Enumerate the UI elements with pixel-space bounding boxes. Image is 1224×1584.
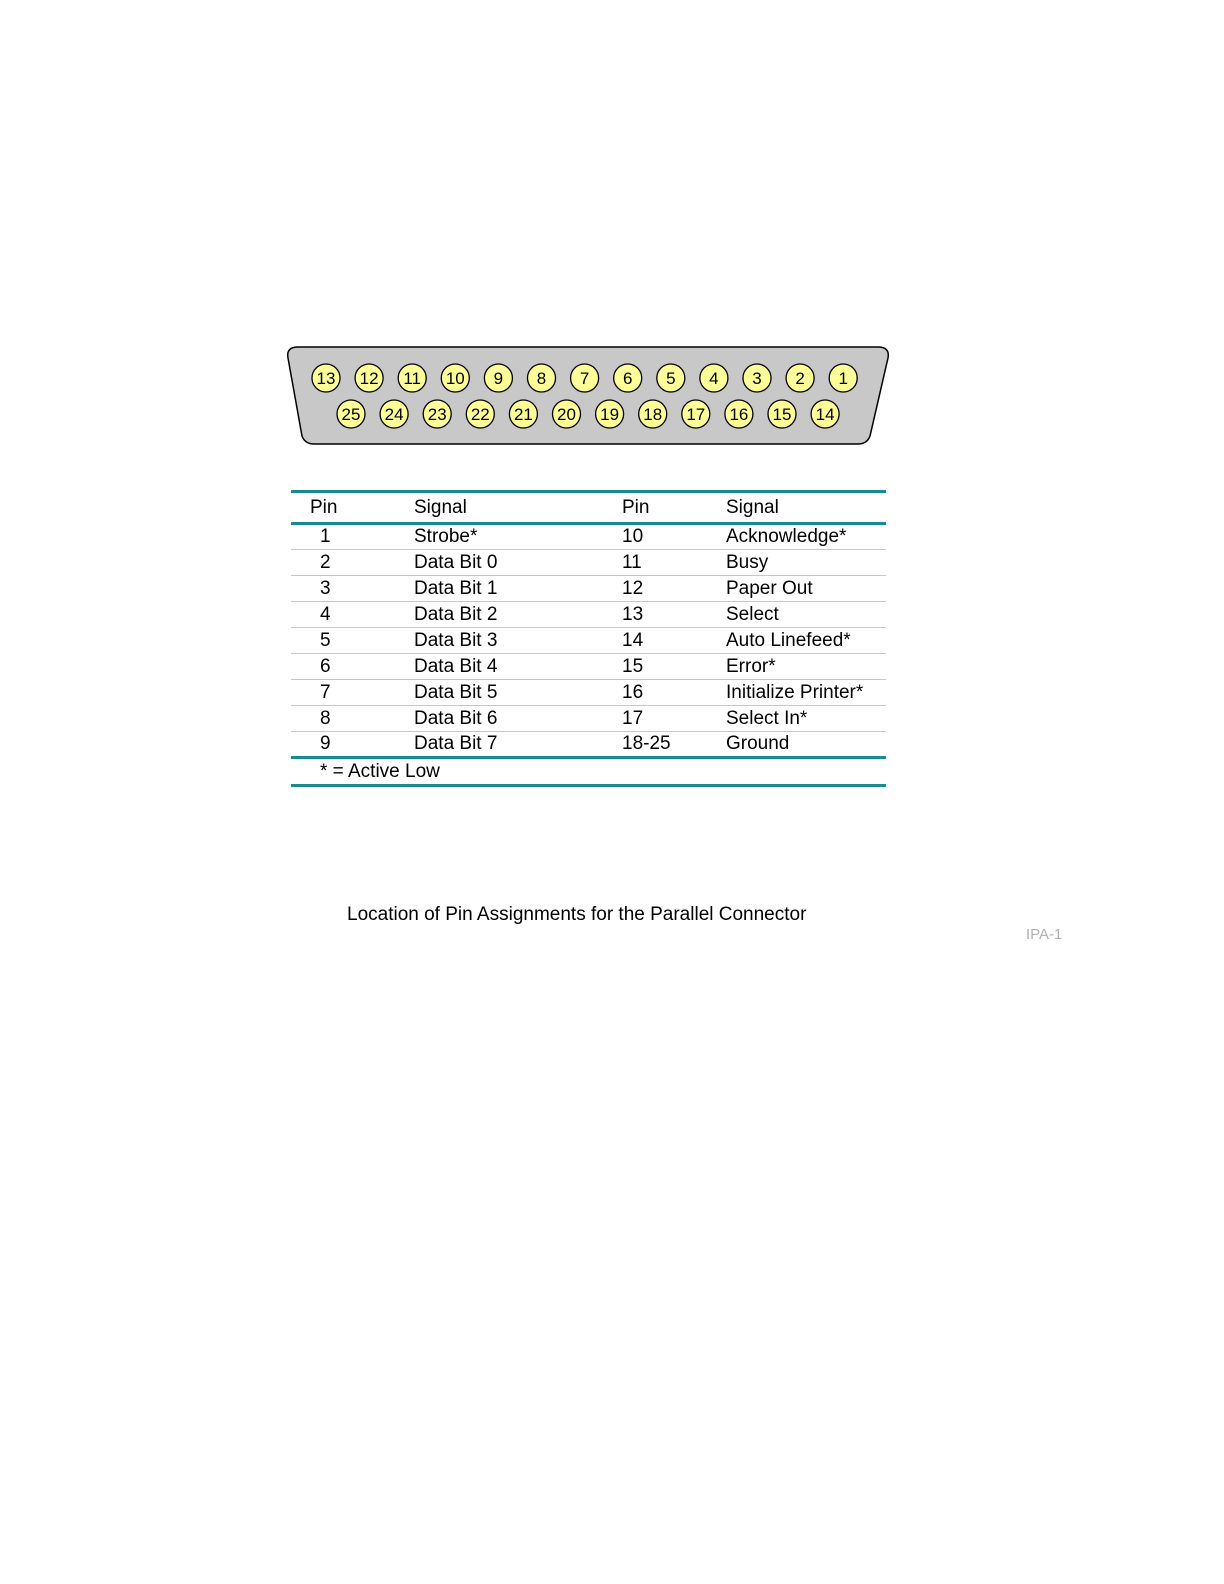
pin-label: 12 bbox=[359, 369, 379, 388]
pin-21 bbox=[509, 400, 537, 428]
pin-5 bbox=[657, 364, 685, 392]
header-pin-1: Pin bbox=[310, 496, 338, 518]
table-row bbox=[291, 524, 886, 550]
signal-cell: Busy bbox=[726, 551, 769, 573]
table-row bbox=[291, 550, 886, 576]
pin-cell: 5 bbox=[320, 629, 331, 651]
table-row bbox=[291, 602, 886, 628]
pin-cell: 18-25 bbox=[622, 733, 671, 754]
signal-cell: Data Bit 3 bbox=[414, 629, 498, 651]
pin-cell: 12 bbox=[622, 577, 644, 599]
table-footnote-row bbox=[291, 758, 886, 786]
pin-label: 11 bbox=[403, 369, 422, 388]
pin-23 bbox=[423, 400, 451, 428]
pin-17 bbox=[682, 400, 710, 428]
pin-24 bbox=[380, 400, 408, 428]
pin-label: 18 bbox=[643, 405, 663, 424]
table-row bbox=[291, 732, 886, 758]
pin-22 bbox=[466, 400, 494, 428]
pin-cell: 6 bbox=[320, 655, 331, 677]
signal-cell: Data Bit 1 bbox=[414, 577, 498, 599]
pin-14 bbox=[811, 400, 839, 428]
pin-label: 19 bbox=[600, 405, 620, 424]
signal-cell: Ground bbox=[726, 733, 790, 754]
connector-shell bbox=[288, 347, 889, 444]
signal-cell: Paper Out bbox=[726, 577, 813, 599]
pin-6 bbox=[614, 364, 642, 392]
signal-cell: Data Bit 5 bbox=[414, 681, 498, 703]
table-row bbox=[291, 706, 886, 732]
signal-cell: Initialize Printer* bbox=[726, 681, 864, 703]
pin-8 bbox=[528, 364, 556, 392]
signal-cell: Select In* bbox=[726, 707, 808, 729]
pin-2 bbox=[786, 364, 814, 392]
header-signal-2: Signal bbox=[726, 496, 779, 518]
pin-16 bbox=[725, 400, 753, 428]
signal-cell: Data Bit 7 bbox=[414, 733, 498, 754]
pin-25 bbox=[337, 400, 365, 428]
pin-label: 4 bbox=[709, 369, 719, 388]
pin-cell: 9 bbox=[320, 733, 331, 754]
pin-20 bbox=[553, 400, 581, 428]
table-row bbox=[291, 576, 886, 602]
pin-4 bbox=[700, 364, 728, 392]
pin-cell: 17 bbox=[622, 707, 644, 729]
signal-cell: Data Bit 4 bbox=[414, 655, 498, 677]
pin-cell: 8 bbox=[320, 707, 331, 729]
pin-19 bbox=[596, 400, 624, 428]
pin-15 bbox=[768, 400, 796, 428]
pin-13 bbox=[312, 364, 340, 392]
header-signal-1: Signal bbox=[414, 496, 467, 518]
pin-label: 23 bbox=[427, 405, 447, 424]
pin-label: 22 bbox=[470, 405, 490, 424]
pin-label: 25 bbox=[341, 405, 361, 424]
db25-connector-diagram bbox=[286, 344, 894, 448]
pin-label: 14 bbox=[815, 405, 835, 424]
pin-cell: 10 bbox=[622, 526, 644, 547]
pin-cell: 15 bbox=[622, 655, 644, 677]
signal-cell: Data Bit 2 bbox=[414, 603, 498, 625]
pin-18 bbox=[639, 400, 667, 428]
table-row bbox=[291, 628, 886, 654]
pin-label: 5 bbox=[666, 369, 676, 388]
header-pin-2: Pin bbox=[622, 496, 650, 518]
signal-cell: Data Bit 6 bbox=[414, 707, 498, 729]
table-row bbox=[291, 680, 886, 706]
pin-cell: 7 bbox=[320, 681, 331, 703]
pin-cell: 13 bbox=[622, 603, 644, 625]
table-header-row bbox=[291, 492, 886, 524]
pin-label: 6 bbox=[622, 369, 633, 388]
pin-label: 7 bbox=[579, 369, 590, 388]
pin-label: 8 bbox=[536, 369, 547, 388]
pin-label: 10 bbox=[445, 369, 465, 388]
pin-3 bbox=[743, 364, 771, 392]
pin-label: 20 bbox=[557, 405, 576, 424]
pin-label: 16 bbox=[729, 405, 749, 424]
pin-label: 21 bbox=[513, 405, 533, 424]
pin-label: 3 bbox=[752, 369, 762, 388]
pin-label: 17 bbox=[686, 405, 706, 424]
signal-cell: Strobe* bbox=[414, 526, 478, 547]
figure-caption: Location of Pin Assignments for the Parallel Connector bbox=[347, 904, 807, 925]
pin-cell: 11 bbox=[622, 551, 642, 573]
pin-label: 1 bbox=[838, 369, 848, 388]
figure-id: IPA-1 bbox=[1026, 926, 1063, 943]
pin-1 bbox=[829, 364, 857, 392]
pin-9 bbox=[484, 364, 512, 392]
pin-cell: 1 bbox=[320, 526, 331, 547]
table-row bbox=[291, 654, 886, 680]
pin-7 bbox=[571, 364, 599, 392]
pin-label: 15 bbox=[772, 405, 792, 424]
pin-11 bbox=[398, 364, 426, 392]
pin-cell: 14 bbox=[622, 629, 644, 651]
pin-label: 9 bbox=[493, 369, 504, 388]
signal-cell: Select bbox=[726, 603, 779, 625]
pin-12 bbox=[355, 364, 383, 392]
signal-cell: Auto Linefeed* bbox=[726, 629, 851, 651]
pin-label: 13 bbox=[316, 369, 336, 388]
signal-cell: Acknowledge* bbox=[726, 526, 847, 547]
signal-cell: Error* bbox=[726, 655, 776, 677]
pin-cell: 16 bbox=[622, 681, 644, 703]
pin-assignment-table bbox=[291, 490, 886, 787]
pin-cell: 3 bbox=[320, 577, 331, 599]
signal-cell: Data Bit 0 bbox=[414, 551, 498, 573]
pin-cell: 2 bbox=[320, 551, 331, 573]
pin-cell: 4 bbox=[320, 603, 331, 625]
active-low-footnote: * = Active Low bbox=[320, 760, 440, 782]
pin-label: 24 bbox=[384, 405, 404, 424]
pin-label: 2 bbox=[795, 369, 805, 388]
pin-10 bbox=[441, 364, 469, 392]
